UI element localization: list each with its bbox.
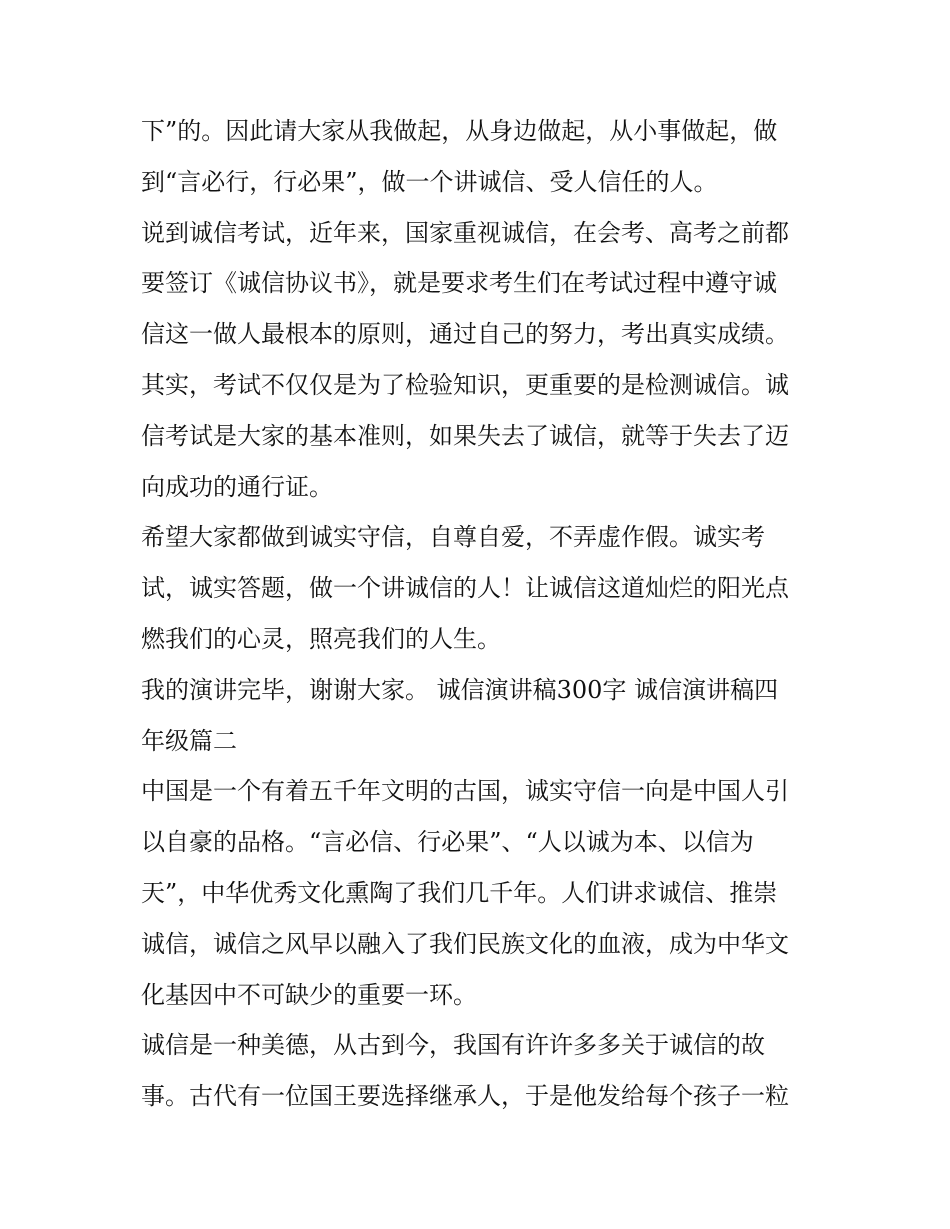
text-line: 事。古代有一位国王要选择继承人，于是他发给每个孩子一粒 [141, 1082, 789, 1111]
document-body [141, 106, 821, 1122]
text-line: 以自豪的品格。“言必信、行必果”、“人以诚为本、以信为 [141, 828, 754, 857]
text-line: 要签订《诚信协议书》，就是要求考生们在考试过程中遵守诚 [141, 269, 777, 298]
text-line: 中国是一个有着五千年文明的古国，诚实守信一向是中国人引 [141, 777, 789, 806]
text-line: 信考试是大家的基本准则，如果失去了诚信，就等于失去了迈 [141, 421, 789, 450]
text-line: 下”的。因此请大家从我做起，从身边做起，从小事做起，做 [141, 117, 778, 145]
text-line: 我的演讲完毕，谢谢大家。 诚信演讲稿300字 诚信演讲稿四 [141, 675, 779, 704]
text-line: 希望大家都做到诚实守信，自尊自爱，不弄虚作假。诚实考 [141, 523, 765, 552]
text-line: 诚信是一种美德，从古到今，我国有许许多多关于诚信的故 [141, 1031, 765, 1060]
text-line: 化基因中不可缺少的重要一环。 [141, 980, 477, 1009]
text-line: 说到诚信考试，近年来，国家重视诚信，在会考、高考之前都 [141, 218, 789, 247]
text-line: 向成功的通行证。 [141, 472, 333, 501]
text-line: 到“言必行，行必果”，做一个讲诚信、受人信任的人。 [141, 167, 718, 196]
text-line: 试，诚实答题，做一个讲诚信的人！让诚信这道灿烂的阳光点 [141, 574, 789, 603]
text-line: 燃我们的心灵，照亮我们的人生。 [141, 624, 501, 653]
text-line: 其实，考试不仅仅是为了检验知识，更重要的是检测诚信。诚 [141, 370, 789, 399]
text-line: 信这一做人最根本的原则，通过自己的努力，考出真实成绩。 [141, 320, 789, 349]
text-line: 年级篇二 [141, 726, 237, 755]
text-line: 天”，中华优秀文化熏陶了我们几千年。人们讲求诚信、推崇 [141, 878, 778, 907]
text-line: 诚信，诚信之风早以融入了我们民族文化的血液，成为中华文 [141, 929, 789, 958]
